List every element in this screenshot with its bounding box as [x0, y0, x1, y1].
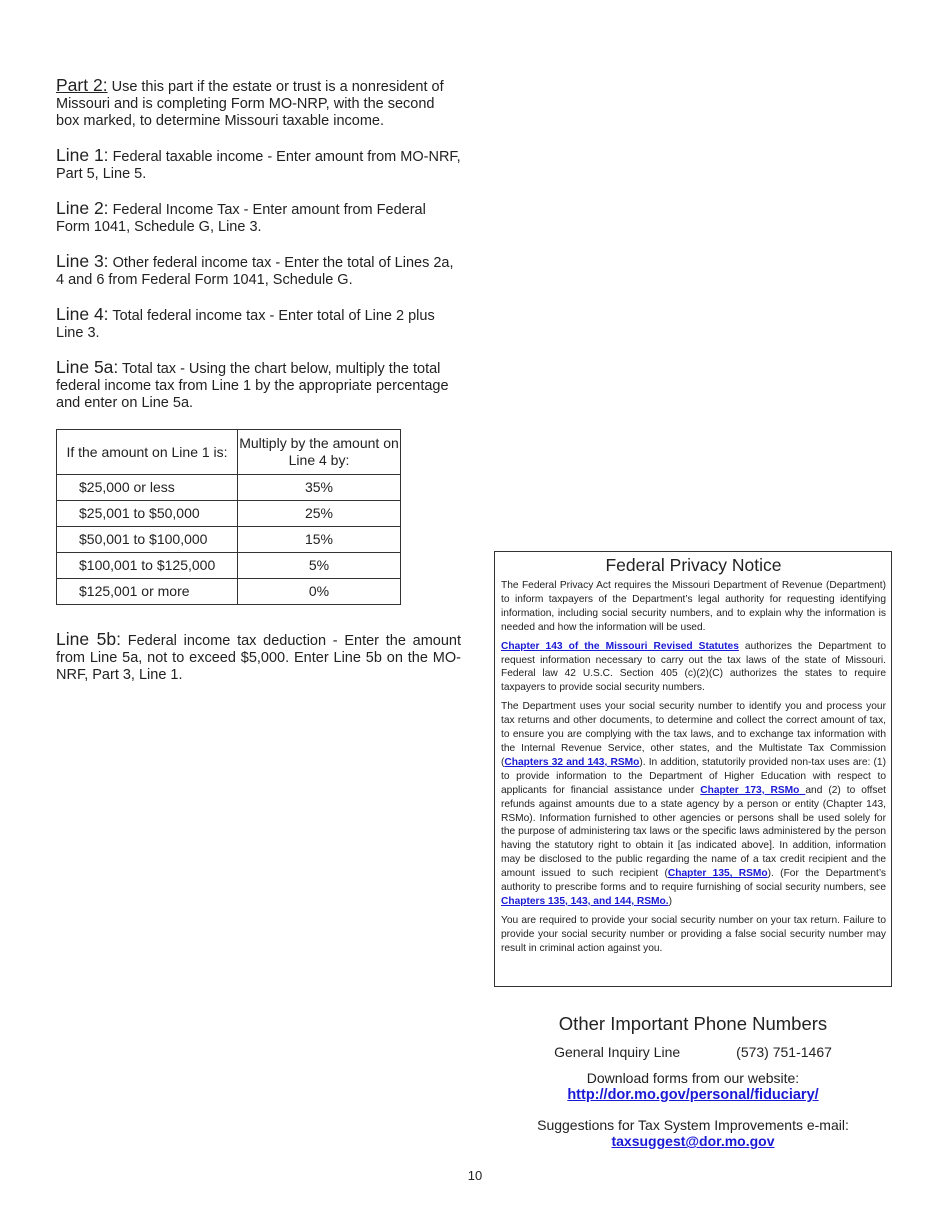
line5a-paragraph — [56, 359, 461, 412]
rate-table-header — [57, 430, 401, 475]
line5b-text: Federal income tax deduction - Enter the amount from Line 5a, not to exceed $5,000. Enter Line 5b on the MO-NRF, Part 3, Line 1. — [56, 633, 461, 683]
table-row — [57, 527, 401, 553]
line3-label: Line 3: — [56, 251, 109, 271]
privacy-p3-text-d: ). (For the Department’s authority to prescribe forms and to require furnishing of social security numbers, see — [501, 868, 887, 894]
privacy-p3-text-c: and (2) to offset refunds against amounts due to a state agency by a person or entity (Chapter 143, RSMo). Information furnished to other agencies or persons shall be used solely for the purpose of administering tax laws or the specific laws administered by the person having the statutory right to obtain it [as indicated above]. In addition, information may be disclosed to the public regarding the name of a tax credit recipient and the amount issued to such recipient ( — [501, 784, 886, 880]
chapters-32-143-link[interactable]: Chapters 32 and 143, RSMo — [504, 756, 640, 768]
privacy-p3-text-b: ). In addition, statutorily provided non-tax uses are: (1) to provide information to the Department of Higher Education with respect to applicants for financial assistance under — [501, 756, 886, 796]
rate-range: $100,001 to $125,000 — [57, 553, 238, 579]
rate-percent: 25% — [238, 501, 401, 527]
table-row — [57, 553, 401, 579]
rate-header-multiply: Multiply by the amount on Line 4 by: — [238, 430, 401, 475]
table-row — [57, 475, 401, 501]
rate-percent: 15% — [238, 527, 401, 553]
rate-range: $125,001 or more — [57, 579, 238, 605]
line2-text: Federal Income Tax - Enter amount from Federal Form 1041, Schedule G, Line 3. — [56, 202, 426, 235]
line5a-text: Total tax - Using the chart below, multiply the total federal income tax from Line 1 by the appropriate percentage and enter on Line 5a. — [56, 361, 449, 411]
line4-text: Total federal income tax - Enter total of Line 2 plus Line 3. — [56, 308, 435, 341]
line2-paragraph — [56, 200, 461, 236]
taxsuggest-email-link[interactable]: taxsuggest@dor.mo.gov — [611, 1133, 775, 1149]
chapters-135-143-144-link[interactable]: Chapters 135, 143, and 144, RSMo. — [501, 895, 669, 907]
rate-percent: 0% — [238, 579, 401, 605]
line3-text: Other federal income tax - Enter the total of Lines 2a, 4 and 6 from Federal Form 1041, Schedule G. — [56, 255, 454, 288]
fiduciary-website-link[interactable]: http://dor.mo.gov/personal/fiduciary/ — [567, 1087, 819, 1103]
instructions-column — [56, 77, 461, 701]
line4-paragraph — [56, 306, 461, 342]
privacy-paragraph-2 — [501, 640, 886, 696]
rate-table — [56, 429, 401, 605]
table-row — [57, 579, 401, 605]
line4-label: Line 4: — [56, 304, 109, 324]
chapter-135-link[interactable]: Chapter 135, RSMo — [667, 868, 768, 880]
line1-paragraph — [56, 147, 461, 183]
privacy-p2-text: authorizes the Department to request information necessary to carry out the tax laws of the state of Missouri. Federal law 42 U.S.C. Section 405 (c)(2)(C) authorizes the states to require taxpayers to provide social security numbers. — [501, 640, 886, 694]
chapter-143-link[interactable]: Chapter 143 of the Missouri Revised Statutes — [501, 640, 739, 652]
line5b-paragraph — [56, 631, 461, 684]
privacy-paragraph-4: You are required to provide your social security number on your tax return. Failure to provide your social security number or providing a false social security number may result in criminal action against you. — [501, 914, 886, 954]
line5b-label: Line 5b: — [56, 629, 121, 649]
rate-header-amount: If the amount on Line 1 is: — [57, 430, 238, 475]
privacy-paragraph-1: The Federal Privacy Act requires the Missouri Department of Revenue (Department) to inform taxpayers of the Department’s legal authority for requesting identifying information, including social security numbers, and to explain why the information is needed and how the information will be used. — [501, 580, 886, 633]
privacy-notice-box — [494, 551, 892, 987]
inquiry-number: (573) 751-1467 — [736, 1044, 832, 1060]
phones-title: Other Important Phone Numbers — [558, 1013, 828, 1034]
rate-range: $25,001 to $50,000 — [57, 501, 238, 527]
rate-range: $50,001 to $100,000 — [57, 527, 238, 553]
privacy-title: Federal Privacy Notice — [605, 555, 782, 575]
rate-percent: 35% — [238, 475, 401, 501]
inquiry-label: General Inquiry Line — [554, 1044, 681, 1060]
part2-text: Use this part if the estate or trust is a nonresident of Missouri and is completing Form MO-NRP, with the second box marked, to determine Missouri taxable income. — [56, 79, 444, 129]
privacy-p3-text-a: The Department uses your social security number to identify you and process your tax returns and other documents, to determine and collect the correct amount of tax, to ensure you are complying with the tax laws, and to exchange tax information with the Internal Revenue Service, other states, and the Multistate Tax Commission ( — [501, 701, 886, 768]
download-block — [494, 1070, 892, 1103]
line2-label: Line 2: — [56, 198, 109, 218]
line1-label: Line 1: — [56, 145, 109, 165]
inquiry-row — [494, 1044, 892, 1060]
phone-numbers-section — [494, 1012, 892, 1149]
suggestions-text: Suggestions for Tax System Improvements e-mail: — [537, 1117, 849, 1133]
part2-paragraph — [56, 77, 461, 130]
privacy-paragraph-3 — [501, 700, 886, 909]
rate-range: $25,000 or less — [57, 475, 238, 501]
line3-paragraph — [56, 253, 461, 289]
part2-label: Part 2: — [56, 75, 108, 95]
table-row — [57, 501, 401, 527]
line1-text: Federal taxable income - Enter amount from MO-NRF, Part 5, Line 5. — [56, 149, 461, 182]
rate-percent: 5% — [238, 553, 401, 579]
privacy-p3-text-e: ) — [668, 895, 673, 907]
page-number: 10 — [467, 1168, 483, 1183]
line5a-label: Line 5a: — [56, 357, 119, 377]
chapter-173-link[interactable]: Chapter 173, RSMo — [700, 784, 806, 796]
suggestions-block — [494, 1117, 892, 1149]
download-text: Download forms from our website: — [586, 1070, 800, 1086]
